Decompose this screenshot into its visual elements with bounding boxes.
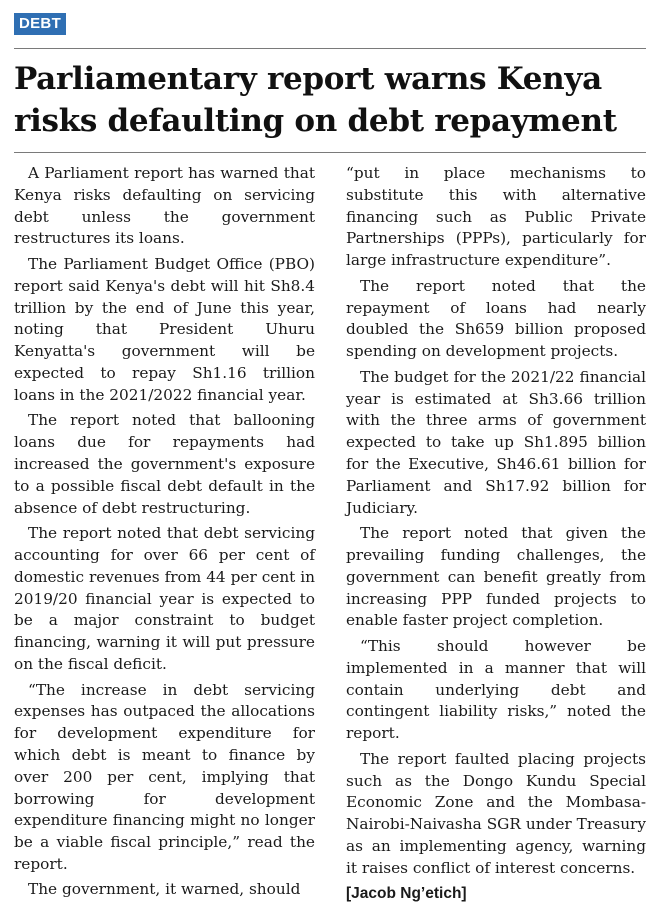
paragraph-continuation: “put in place mechanisms to substitute this with alternative financing such as Public Private Partnerships (PPPs), particularly for large infrastructure expenditure”.: [346, 164, 646, 270]
paragraph: The Parliament Budget Office (PBO) report said Kenya's debt will hit Sh8.4 trillion by the end of June this year, noting that President Uhuru Kenyatta's government will be expected to repay Sh1.16 trillion loans in the 2021/2022 financial year.: [14, 254, 315, 404]
paragraph: The government, it warned, should: [28, 880, 301, 899]
headline-rule: [14, 152, 646, 153]
paragraph: The budget for the 2021/22 financial year is estimated at Sh3.66 trillion with the three arms of government expected to take up Sh1.895 billion for the Executive, Sh46.61 billion for Parliament and Sh17.92 billion for Judiciary.: [346, 367, 646, 517]
column-left: [14, 163, 315, 905]
column-right: [346, 163, 646, 905]
section-tag: DEBT: [14, 13, 66, 35]
paragraph: “This should however be implemented in a manner that will contain underlying debt and contingent liability risks,” noted the report.: [346, 636, 646, 743]
paragraph: A Parliament report has warned that Kenya risks defaulting on servicing debt unless the government restructures its loans.: [14, 164, 315, 248]
paragraph: The report noted that given the prevailing funding challenges, the government can benefit greatly from increasing PPP funded projects to enable faster project completion.: [346, 524, 646, 630]
paragraph: The report faulted placing projects such as the Dongo Kundu Special Economic Zone and the Mombasa-Nairobi-Naivasha SGR under Treasury as an implementing agency, warning it raises conflict of interest concerns.: [346, 749, 646, 877]
headline: Parliamentary report warns Kenya risks defaulting on debt repayment: [14, 61, 617, 139]
paragraph: The report noted that debt servicing accounting for over 66 per cent of domestic revenues from 44 per cent in 2019/20 financial year is expected to be a major constraint to budget financing, warning it will put pressure on the fiscal deficit.: [14, 524, 315, 673]
paragraph: The report noted that the repayment of loans had nearly doubled the Sh659 billion proposed spending on development projects.: [346, 276, 646, 361]
top-rule: [14, 48, 646, 49]
paragraph: “The increase in debt servicing expenses has outpaced the allocations for development expenditure for which debt is meant to finance by over 200 per cent, implying that borrowing for development expenditure financing might no longer be a viable fiscal principle,” read the report.: [14, 680, 315, 873]
byline: [Jacob Ng’etich]: [346, 885, 467, 903]
paragraph: The report noted that ballooning loans due for repayments had increased the government's exposure to a possible fiscal debt default in the absence of debt restructuring.: [14, 411, 315, 517]
